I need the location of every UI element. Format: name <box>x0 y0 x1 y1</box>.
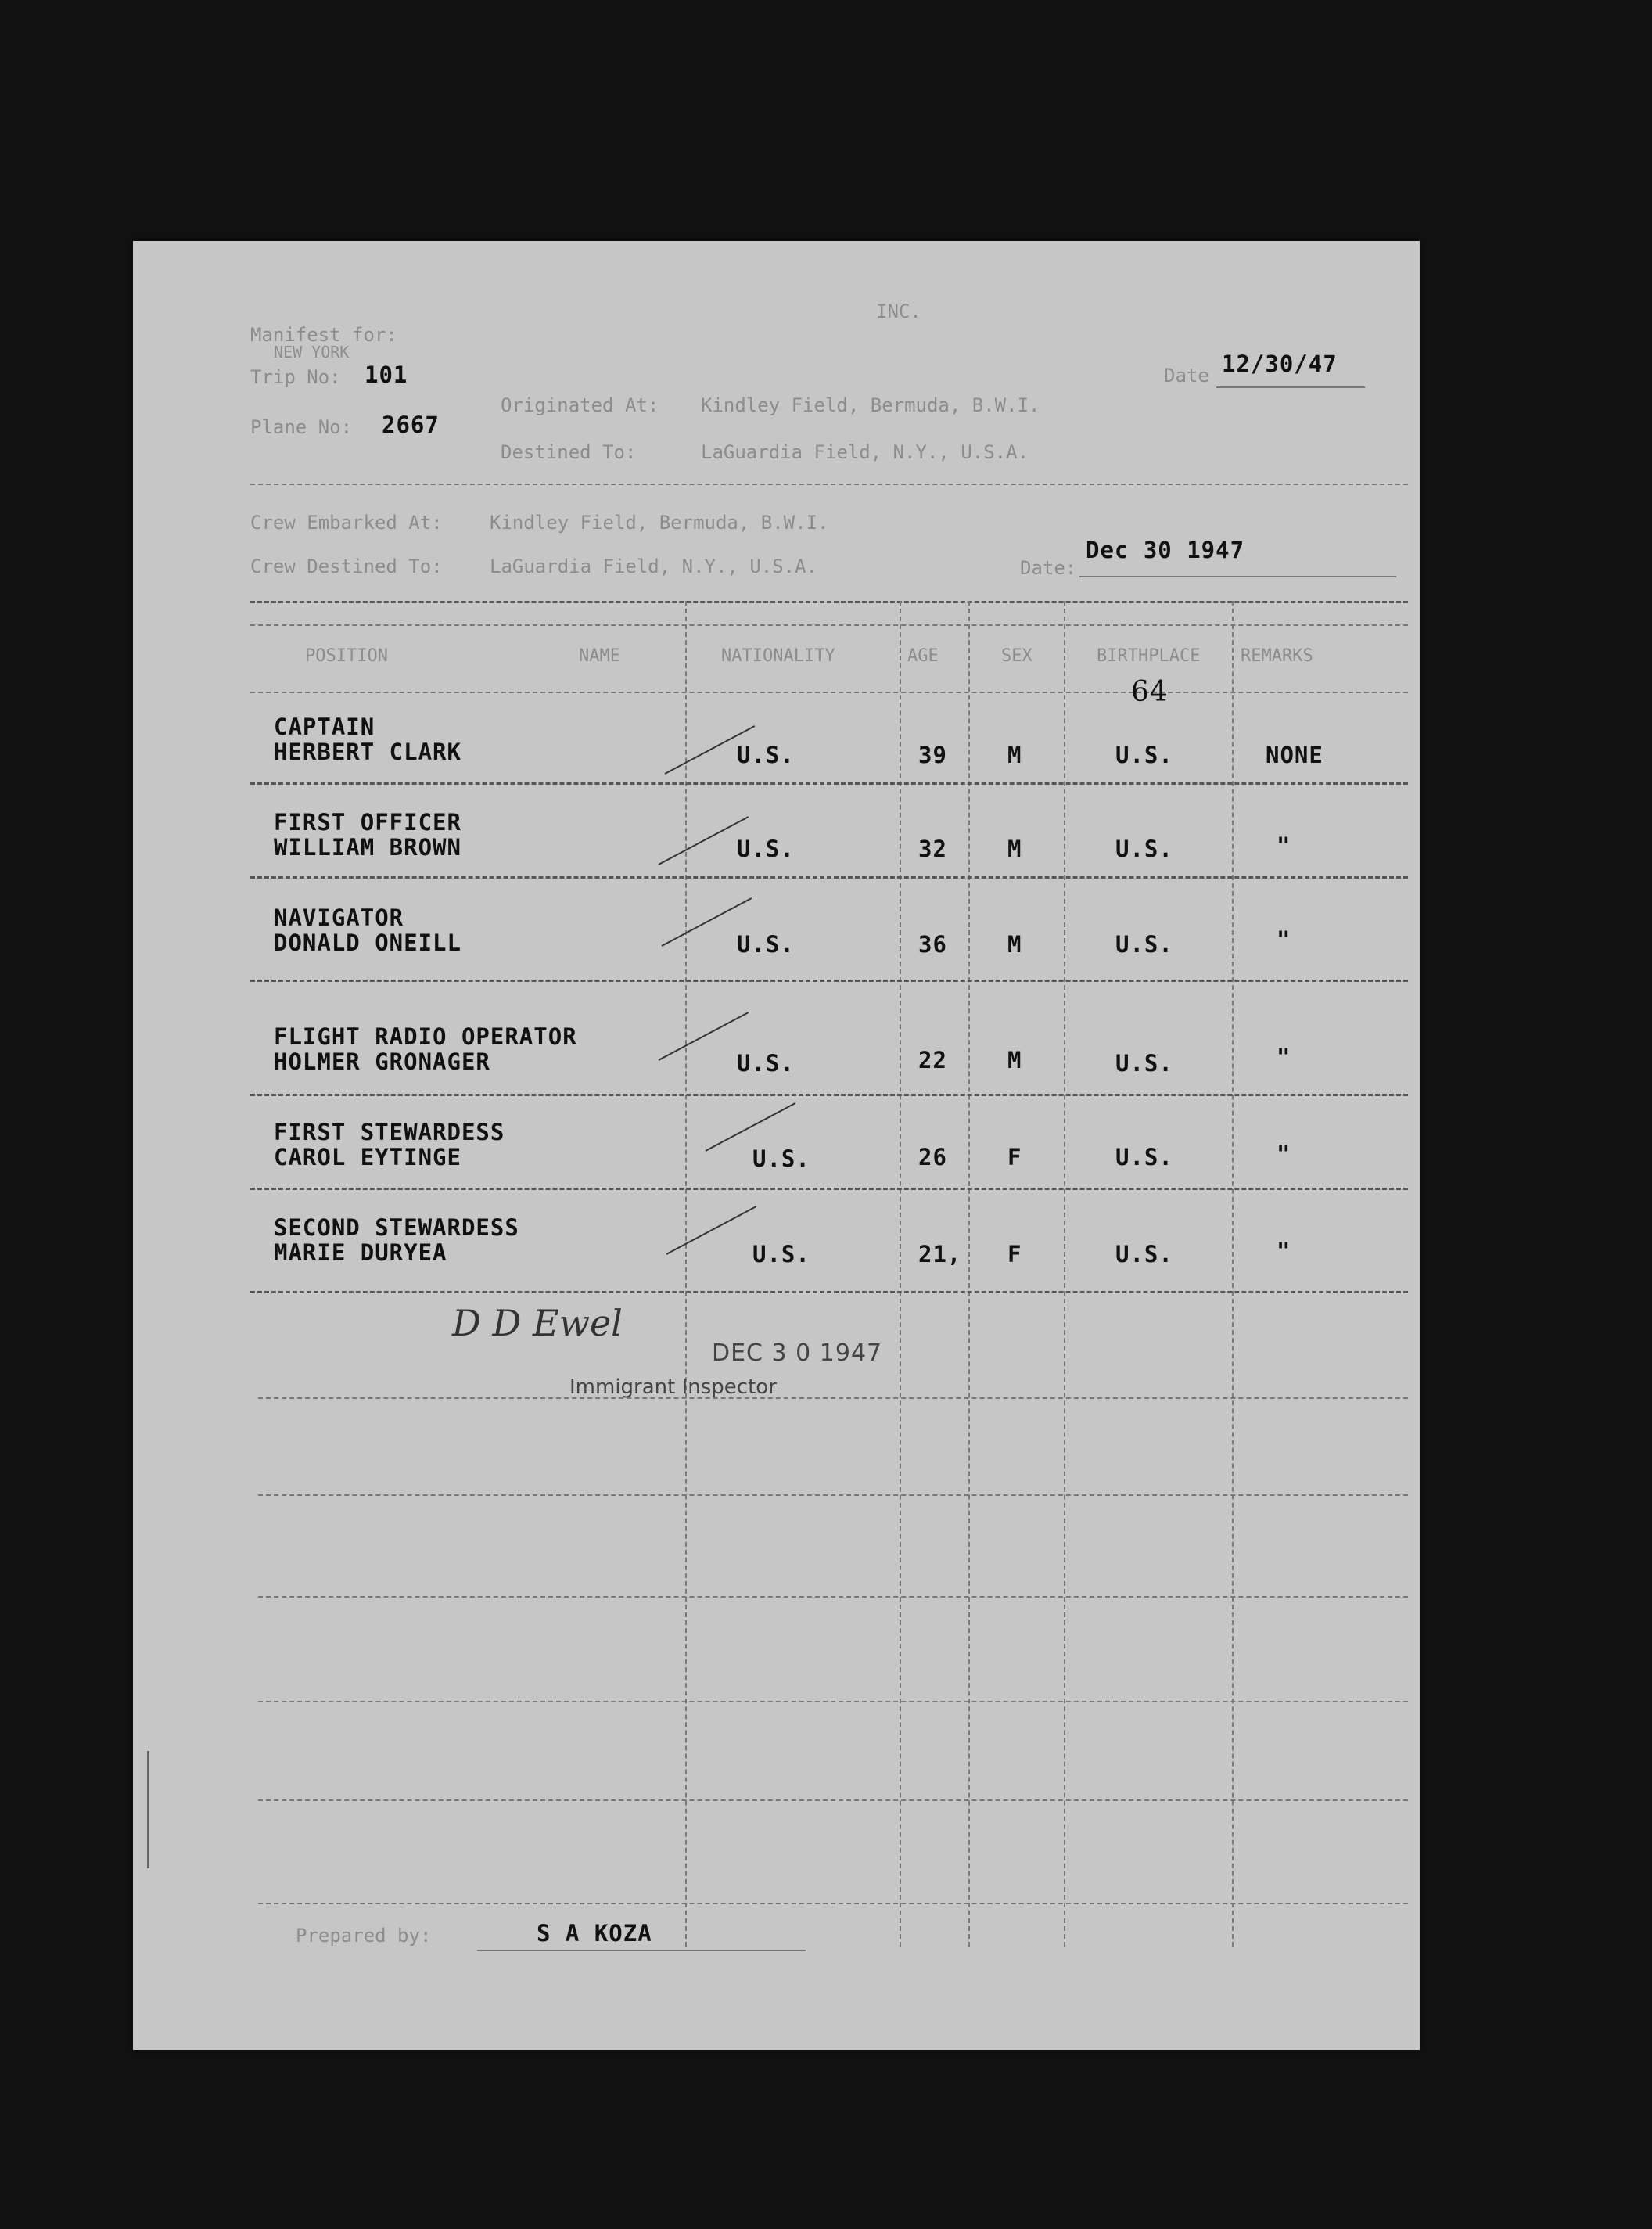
checkmark <box>706 1102 796 1152</box>
row-name: HERBERT CLARK <box>274 739 461 765</box>
row-birthplace: U.S. <box>1115 931 1173 958</box>
row-remarks: " <box>1277 1141 1291 1167</box>
header-nationality: NATIONALITY <box>721 646 835 666</box>
header-separator <box>250 484 1408 485</box>
manifest-city: NEW YORK <box>274 343 350 361</box>
inspection-stamp-date: DEC 3 0 1947 <box>712 1339 883 1367</box>
row-age: 22 <box>918 1047 947 1073</box>
row-nationality: U.S. <box>737 931 795 958</box>
row-position: FIRST STEWARDESS <box>274 1119 505 1145</box>
column-divider <box>1064 601 1065 1947</box>
blank-row-rule <box>258 1397 1408 1399</box>
row-age: 26 <box>918 1144 947 1170</box>
header-birthplace: BIRTHPLACE <box>1097 646 1201 666</box>
company-line: INC. <box>876 300 921 322</box>
row-remarks: " <box>1277 926 1291 953</box>
row-sex: M <box>1007 1047 1022 1073</box>
column-divider <box>900 601 901 1947</box>
row-name: DONALD ONEILL <box>274 929 461 956</box>
blank-row-rule <box>258 1903 1408 1904</box>
date-value: 12/30/47 <box>1222 351 1338 377</box>
row-name: MARIE DURYEA <box>274 1239 447 1266</box>
row-name: CAROL EYTINGE <box>274 1144 461 1170</box>
row-age: 39 <box>918 742 947 768</box>
trip-label: Trip No: <box>250 366 341 388</box>
originated-value: Kindley Field, Bermuda, B.W.I. <box>701 394 1040 416</box>
destined-value: LaGuardia Field, N.Y., U.S.A. <box>701 441 1029 463</box>
row-separator <box>250 1188 1408 1190</box>
crew-embarked-value: Kindley Field, Bermuda, B.W.I. <box>490 512 829 534</box>
row-sex: M <box>1007 931 1022 958</box>
header-remarks: REMARKS <box>1241 646 1313 666</box>
prepared-by-label: Prepared by: <box>296 1925 432 1947</box>
row-position: FLIGHT RADIO OPERATOR <box>274 1023 577 1050</box>
prepared-by-underline <box>477 1950 806 1951</box>
checkmark <box>659 1012 749 1061</box>
row-separator <box>250 1291 1408 1293</box>
originated-label: Originated At: <box>501 394 659 416</box>
header-age: AGE <box>907 646 939 666</box>
header-name: NAME <box>579 646 620 666</box>
row-sex: F <box>1007 1144 1022 1170</box>
crew-date-label: Date: <box>1020 557 1077 579</box>
table-top-rule <box>250 601 1408 603</box>
manifest-page <box>133 241 1420 2050</box>
crew-date-value: Dec 30 1947 <box>1086 537 1245 563</box>
row-separator <box>250 1094 1408 1096</box>
checkmark <box>666 1206 757 1255</box>
prepared-by-value: S A KOZA <box>537 1920 652 1947</box>
table-top-rule-2 <box>250 624 1408 626</box>
row-age: 36 <box>918 931 947 958</box>
blank-row-rule <box>258 1596 1408 1598</box>
header-position: POSITION <box>305 646 388 666</box>
birthplace-annotation: 64 <box>1131 676 1169 708</box>
row-name: HOLMER GRONAGER <box>274 1048 490 1075</box>
column-divider <box>968 601 970 1947</box>
margin-mark <box>147 1751 149 1868</box>
crew-date-underline <box>1079 576 1396 577</box>
row-remarks: NONE <box>1266 742 1323 768</box>
row-separator <box>250 782 1408 785</box>
blank-row-rule <box>258 1799 1408 1801</box>
row-remarks: " <box>1277 1238 1291 1264</box>
row-nationality: U.S. <box>752 1145 810 1172</box>
row-nationality: U.S. <box>737 1050 795 1077</box>
row-name: WILLIAM BROWN <box>274 834 461 861</box>
row-position: FIRST OFFICER <box>274 809 461 836</box>
row-birthplace: U.S. <box>1115 1144 1173 1170</box>
crew-embarked-label: Crew Embarked At: <box>250 512 443 534</box>
row-nationality: U.S. <box>752 1241 810 1267</box>
column-divider <box>1232 601 1234 1947</box>
row-nationality: U.S. <box>737 836 795 862</box>
destined-label: Destined To: <box>501 441 637 463</box>
trip-number: 101 <box>365 361 408 388</box>
row-sex: M <box>1007 836 1022 862</box>
row-remarks: " <box>1277 1044 1291 1070</box>
crew-destined-value: LaGuardia Field, N.Y., U.S.A. <box>490 555 818 577</box>
header-bottom-rule <box>250 692 1408 693</box>
row-position: SECOND STEWARDESS <box>274 1214 519 1241</box>
row-birthplace: U.S. <box>1115 1050 1173 1077</box>
header-sex: SEX <box>1001 646 1032 666</box>
row-birthplace: U.S. <box>1115 742 1173 768</box>
manifest-label: Manifest for: <box>250 324 397 346</box>
row-position: NAVIGATOR <box>274 904 404 931</box>
plane-label: Plane No: <box>250 416 353 438</box>
row-sex: F <box>1007 1241 1022 1267</box>
row-sex: M <box>1007 742 1022 768</box>
row-age: 32 <box>918 836 947 862</box>
checkmark <box>659 816 749 865</box>
row-birthplace: U.S. <box>1115 836 1173 862</box>
inspection-stamp-title: Immigrant Inspector <box>569 1375 777 1399</box>
blank-row-rule <box>258 1701 1408 1702</box>
plane-number: 2667 <box>382 412 440 438</box>
inspector-signature: D D Ewel <box>452 1302 623 1344</box>
column-divider <box>685 601 687 1947</box>
row-position: CAPTAIN <box>274 714 375 740</box>
row-separator <box>250 876 1408 879</box>
date-underline <box>1216 386 1365 388</box>
row-age: 21, <box>918 1241 962 1267</box>
row-birthplace: U.S. <box>1115 1241 1173 1267</box>
row-separator <box>250 980 1408 982</box>
date-label: Date <box>1164 365 1209 386</box>
crew-destined-label: Crew Destined To: <box>250 555 443 577</box>
blank-row-rule <box>258 1494 1408 1496</box>
row-nationality: U.S. <box>737 742 795 768</box>
row-remarks: " <box>1277 832 1291 859</box>
